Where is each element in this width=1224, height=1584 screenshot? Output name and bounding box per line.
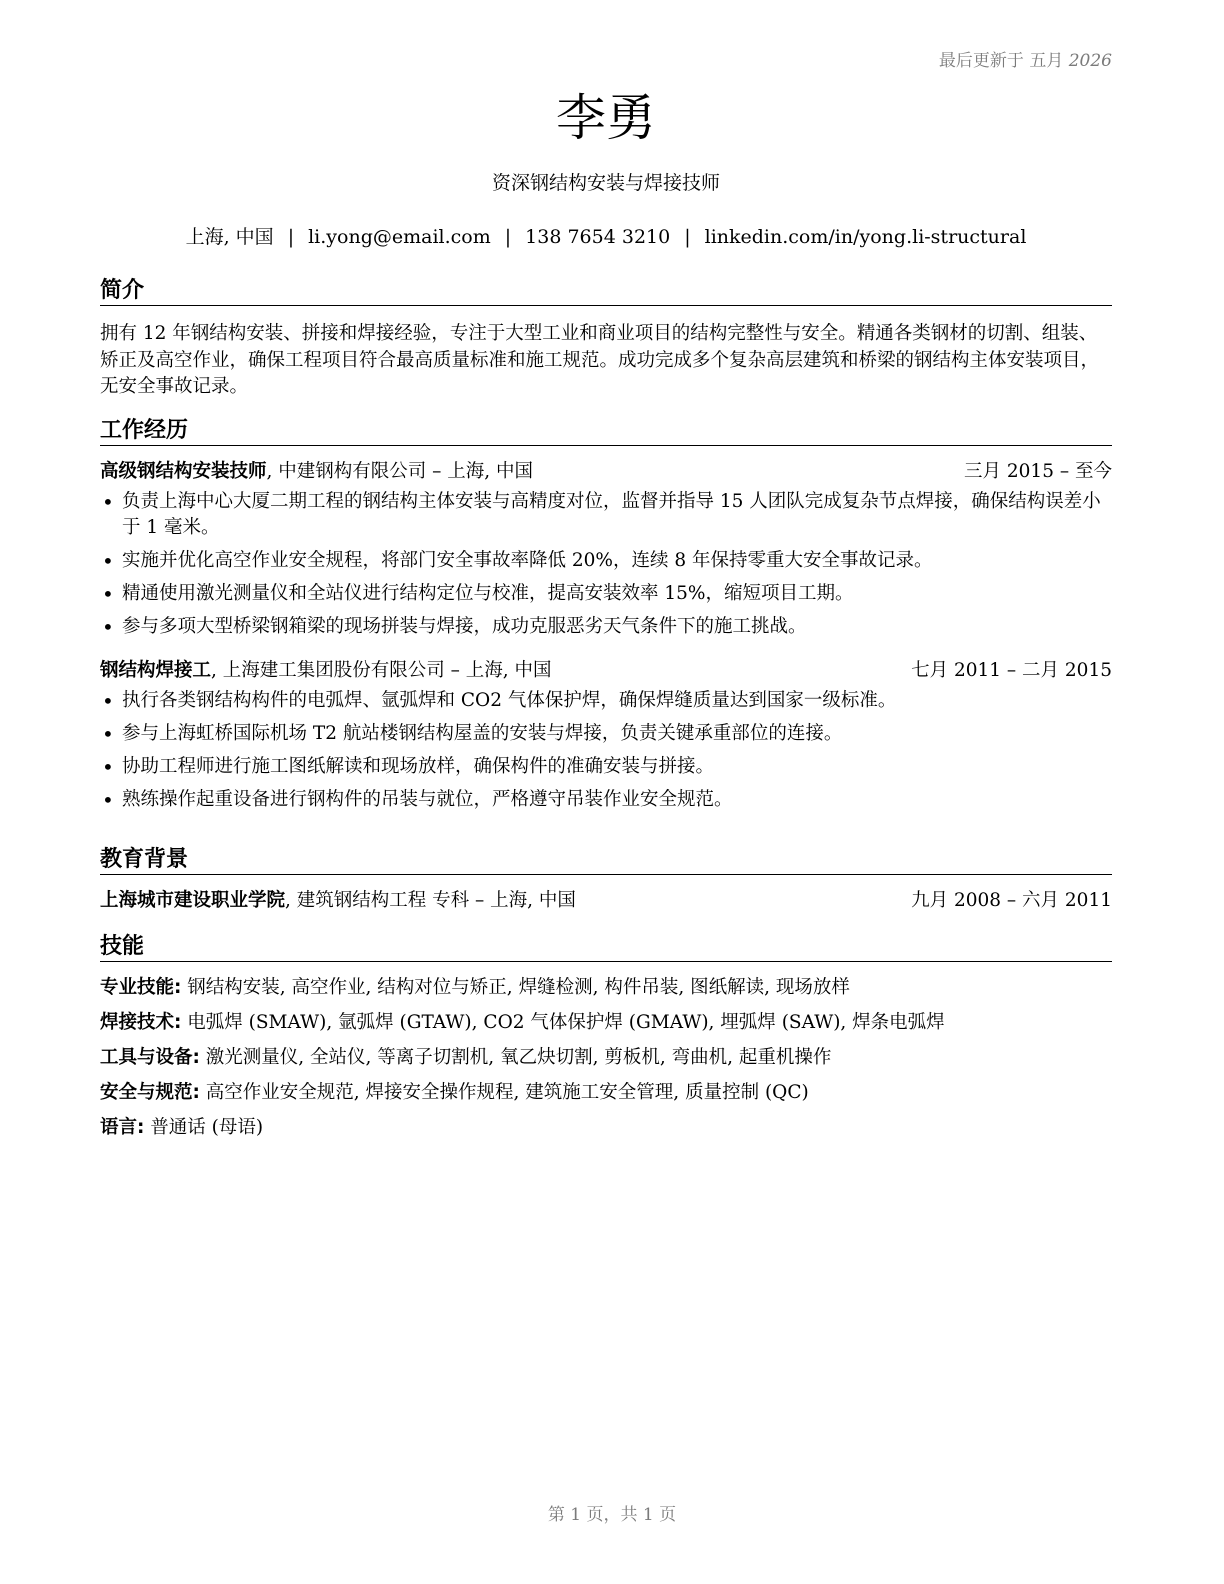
education-school: 上海城市建设职业学院 — [100, 890, 286, 911]
skill-row — [100, 1115, 1112, 1141]
job-bullets — [100, 489, 1112, 640]
contact-separator: | — [684, 226, 691, 248]
job-org: , 上海建工集团股份有限公司 – 上海, 中国 — [211, 660, 552, 681]
summary-text: 拥有 12 年钢结构安装、拼接和焊接经验，专注于大型工业和商业项目的结构完整性与安全。精通各类钢材的切割、组装、矫正及高空作业，确保工程项目符合最高质量标准和施工规范。成功完成多个复杂高层建筑和桥梁的钢结构主体安装项目，无安全事故记录。 — [100, 323, 1100, 397]
skill-row — [100, 1080, 1112, 1106]
job-bullets — [100, 688, 1112, 813]
job-header — [100, 658, 1112, 684]
skill-label: 安全与规范: — [100, 1082, 200, 1103]
education-entry — [100, 888, 1112, 914]
contact-separator: | — [504, 226, 512, 248]
contact-line — [100, 224, 1112, 250]
skills-heading: 技能 — [100, 933, 1112, 962]
summary-section — [100, 277, 1112, 401]
skill-row — [100, 975, 1112, 1001]
last-updated-label: 最后更新于 五月 — [938, 51, 1064, 71]
skill-value: 电弧焊 (SMAW), 氩弧焊 (GTAW), CO2 气体保护焊 (GMAW), 埋弧焊 (SAW), 焊条电弧焊 — [181, 1012, 945, 1033]
skill-row — [100, 1010, 1112, 1036]
experience-section — [100, 417, 1112, 820]
job-header — [100, 459, 1112, 485]
summary-heading: 简介 — [100, 277, 1112, 306]
job-bullet: • 协助工程师进行施工图纸解读和现场放样，确保构件的准确安装与拼接。 — [100, 754, 1112, 780]
education-detail: , 建筑钢结构工程 专科 – 上海, 中国 — [285, 890, 576, 911]
candidate-name: 李勇 — [556, 89, 656, 147]
education-dates: 九月 2008 – 六月 2011 — [911, 890, 1112, 911]
job-bullet: • 熟练操作起重设备进行钢构件的吊装与就位，严格遵守吊装作业安全规范。 — [100, 787, 1112, 813]
job-bullet: • 负责上海中心大厦二期工程的钢结构主体安装与高精度对位，监督并指导 15 人团队完成复杂节点焊接，确保结构误差小于 1 毫米。 — [100, 489, 1112, 541]
job-bullet: • 参与上海虹桥国际机场 T2 航站楼钢结构屋盖的安装与焊接，负责关键承重部位的连接。 — [100, 721, 1112, 747]
job-dates: 七月 2011 – 二月 2015 — [911, 660, 1112, 681]
contact-phone: 138 7654 3210 — [525, 226, 671, 248]
skill-label: 焊接技术: — [100, 1012, 182, 1033]
education-heading: 教育背景 — [100, 846, 1112, 875]
job-bullet: • 精通使用激光测量仪和全站仪进行结构定位与校准，提高安装效率 15%，缩短项目工期。 — [100, 581, 1112, 607]
contact-linkedin-link[interactable]: linkedin.com/in/yong.li-structural — [704, 226, 1027, 248]
job-role: 钢结构焊接工 — [100, 660, 212, 681]
job-entry — [100, 658, 1112, 813]
job-org: , 中建钢构有限公司 – 上海, 中国 — [266, 461, 534, 482]
job-bullet: • 实施并优化高空作业安全规程，将部门安全事故率降低 20%，连续 8 年保持零重大安全事故记录。 — [100, 548, 1112, 574]
skills-section — [100, 933, 1112, 1141]
skill-value: 普通话 (母语) — [144, 1117, 264, 1138]
candidate-title: 资深钢结构安装与焊接技师 — [491, 172, 720, 194]
skill-label: 工具与设备: — [100, 1047, 200, 1068]
job-role: 高级钢结构安装技师 — [100, 461, 267, 482]
job-dates: 三月 2015 – 至今 — [964, 461, 1112, 482]
skill-row — [100, 1045, 1112, 1071]
job-bullet: • 执行各类钢结构构件的电弧焊、氩弧焊和 CO2 气体保护焊，确保焊缝质量达到国家一级标准。 — [100, 688, 1112, 714]
education-section — [100, 846, 1112, 914]
contact-location: 上海, 中国 — [185, 226, 274, 248]
last-updated-year: 2026 — [1068, 51, 1112, 71]
skill-label: 语言: — [100, 1117, 145, 1138]
skill-value: 激光测量仪, 全站仪, 等离子切割机, 氧乙炔切割, 剪板机, 弯曲机, 起重机操作 — [199, 1047, 832, 1068]
job-bullet: • 参与多项大型桥梁钢箱梁的现场拼装与焊接，成功克服恶劣天气条件下的施工挑战。 — [100, 614, 1112, 640]
skill-value: 钢结构安装, 高空作业, 结构对位与矫正, 焊缝检测, 构件吊装, 图纸解读, 现场放样 — [181, 977, 850, 998]
job-entry — [100, 459, 1112, 640]
skill-value: 高空作业安全规范, 焊接安全操作规程, 建筑施工安全管理, 质量控制 (QC) — [199, 1082, 809, 1103]
contact-email-link[interactable]: li.yong@email.com — [308, 226, 491, 248]
skill-label: 专业技能: — [100, 977, 182, 998]
experience-heading: 工作经历 — [100, 417, 1112, 446]
contact-separator: | — [287, 226, 295, 248]
page-number: 第 1 页，共 1 页 — [547, 1505, 677, 1525]
last-updated — [939, 46, 1112, 71]
